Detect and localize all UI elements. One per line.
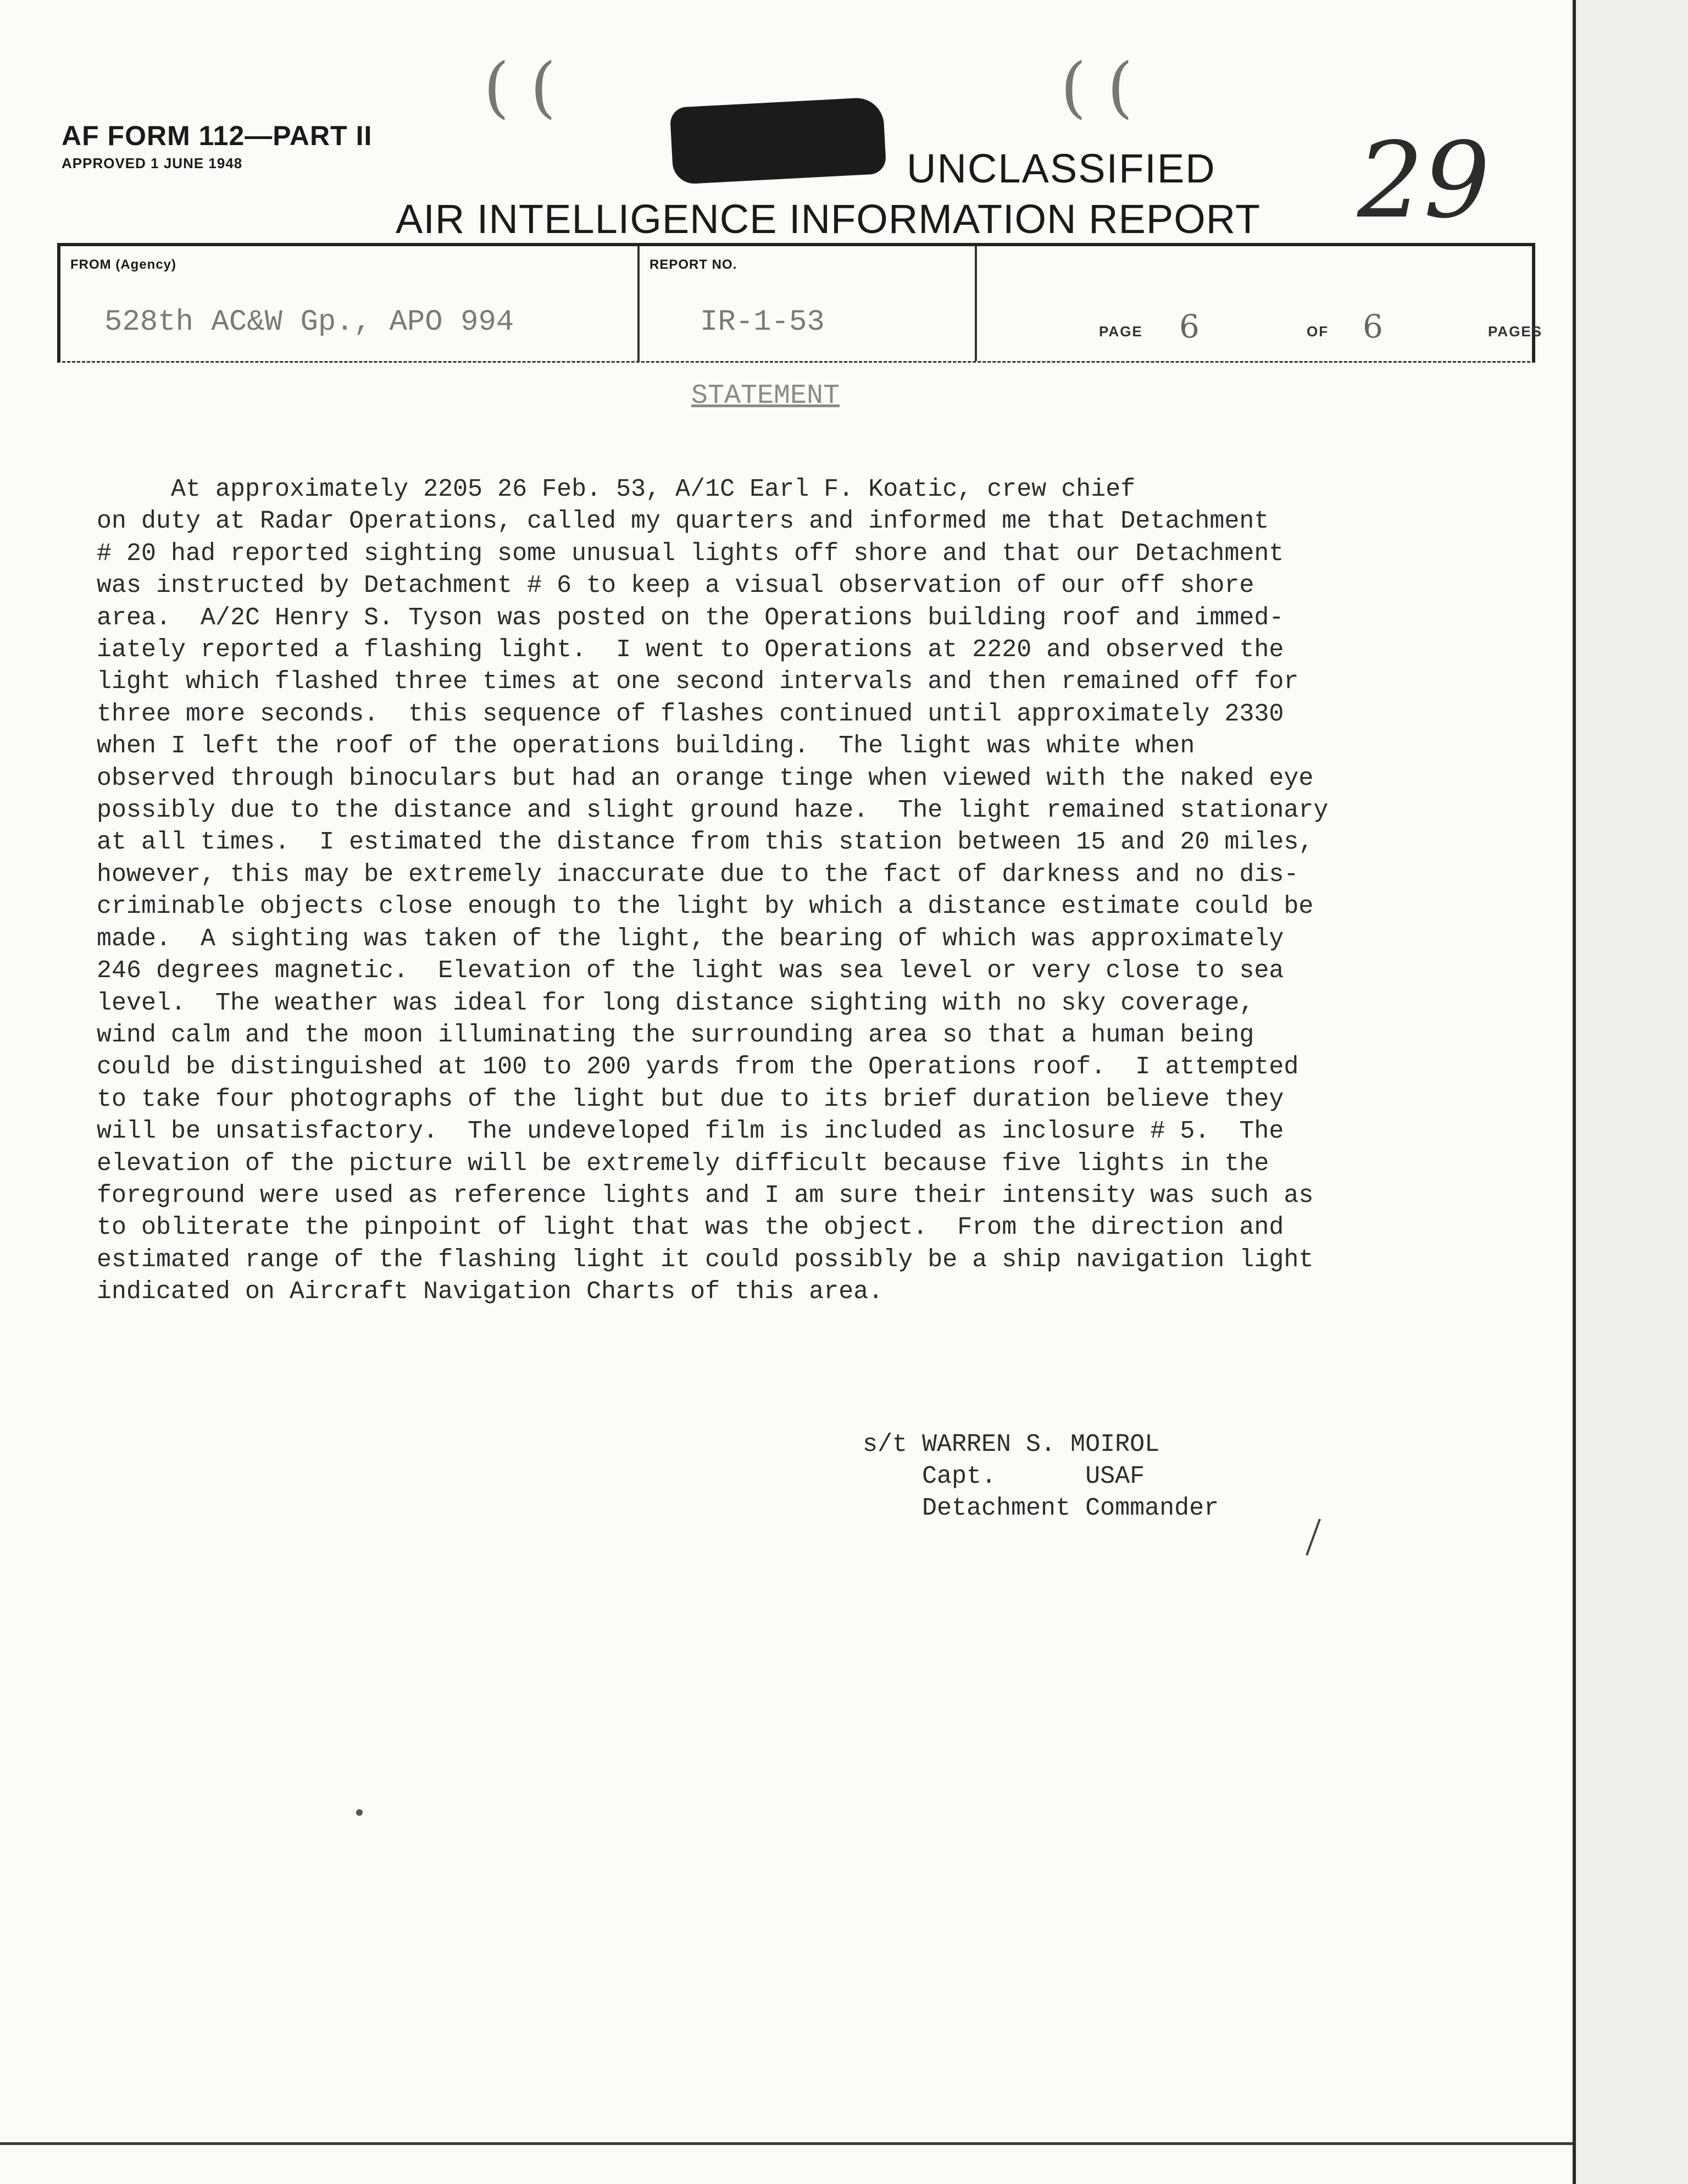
- statement-line: to obliterate the pinpoint of light that was the object. From the direction and: [97, 1213, 1284, 1242]
- pen-mark: [1306, 1518, 1321, 1555]
- statement-line: three more seconds. this sequence of flashes continued until approximately 2330: [97, 700, 1284, 728]
- statement-line: when I left the roof of the operations building. The light was white when: [97, 732, 1195, 761]
- statement-line: will be unsatisfactory. The undeveloped film is included as inclosure # 5. The: [97, 1117, 1284, 1146]
- statement-line: made. A sighting was taken of the light, the bearing of which was approximately: [97, 924, 1284, 953]
- statement-line: possibly due to the distance and slight ground haze. The light remained stationary: [97, 796, 1329, 825]
- statement-line: at all times. I estimated the distance from this station between 15 and 20 miles,: [97, 828, 1314, 857]
- statement-line: however, this may be extremely inaccurate due to the fact of darkness and no dis-: [97, 860, 1299, 889]
- page-label: PAGE: [1099, 323, 1143, 340]
- page-count-cell: [977, 246, 1543, 361]
- signature-title: Detachment Commander: [863, 1494, 1219, 1522]
- signature-rank: Capt. USAF: [863, 1462, 1145, 1490]
- signature-block: [863, 1429, 1219, 1525]
- scan-margin: [1576, 0, 1688, 2184]
- from-cell: [60, 246, 640, 361]
- form-approved-date: APPROVED 1 JUNE 1948: [62, 155, 243, 171]
- from-label: FROM (Agency): [70, 257, 176, 272]
- page-value: 6: [1179, 308, 1200, 345]
- binder-mark: ( (: [484, 49, 556, 126]
- report-number-label: REPORT NO.: [649, 257, 737, 272]
- statement-line: could be distinguished at 100 to 200 yards from the Operations roof. I attempted: [97, 1053, 1299, 1082]
- statement-line: on duty at Radar Operations, called my quarters and informed me that Detachment: [97, 507, 1269, 536]
- pages-label: PAGES: [1488, 323, 1543, 340]
- redaction-mark: [670, 97, 887, 185]
- statement-line: level. The weather was ideal for long distance sighting with no sky coverage,: [97, 989, 1254, 1017]
- report-number-cell: [640, 246, 977, 361]
- statement-line: was instructed by Detachment # 6 to keep a visual observation of our off shore: [97, 572, 1254, 600]
- report-header-box: [57, 243, 1543, 363]
- of-label: OF: [1307, 323, 1329, 340]
- page-bottom-edge: [0, 2142, 1573, 2145]
- statement-heading: STATEMENT: [691, 380, 840, 412]
- stray-dot: [356, 1809, 363, 1816]
- statement-line: foreground were used as reference lights and I am sure their intensity was such as: [97, 1181, 1314, 1210]
- of-value: 6: [1363, 308, 1383, 345]
- statement-line: elevation of the picture will be extremely difficult because five lights in the: [97, 1149, 1269, 1178]
- report-number-value: IR-1-53: [700, 306, 825, 339]
- statement-line: criminable objects close enough to the light by which a distance estimate could be: [97, 893, 1314, 921]
- statement-body: [97, 474, 1492, 1309]
- classification-stamp: UNCLASSIFIED: [907, 146, 1216, 191]
- report-title: AIR INTELLIGENCE INFORMATION REPORT: [396, 196, 1261, 242]
- signature-name: s/t WARREN S. MOIROL: [863, 1431, 1160, 1459]
- statement-line: estimated range of the flashing light it could possibly be a ship navigation light: [97, 1245, 1314, 1274]
- statement-line: area. A/2C Henry S. Tyson was posted on the Operations building roof and immed-: [97, 603, 1284, 632]
- statement-line: light which flashed three times at one second intervals and then remained off for: [97, 668, 1299, 696]
- statement-line: At approximately 2205 26 Feb. 53, A/1C Earl F. Koatic, crew chief: [97, 475, 1136, 503]
- statement-line: # 20 had reported sighting some unusual lights off shore and that our Detachment: [97, 539, 1284, 568]
- statement-line: iately reported a flashing light. I went to Operations at 2220 and observed the: [97, 636, 1284, 664]
- statement-line: wind calm and the moon illuminating the surrounding area so that a human being: [97, 1021, 1254, 1049]
- handwritten-page-number: 29: [1357, 120, 1490, 241]
- form-id: AF FORM 112—PART II: [62, 120, 373, 151]
- binder-mark: ( (: [1060, 49, 1133, 126]
- statement-line: observed through binoculars but had an orange tinge when viewed with the naked eye: [97, 764, 1314, 792]
- from-value: 528th AC&W Gp., APO 994: [104, 306, 514, 339]
- statement-line: 246 degrees magnetic. Elevation of the light was sea level or very close to sea: [97, 957, 1284, 985]
- statement-line: indicated on Aircraft Navigation Charts of this area.: [97, 1278, 884, 1306]
- statement-line: to take four photographs of the light but due to its brief duration believe they: [97, 1085, 1284, 1113]
